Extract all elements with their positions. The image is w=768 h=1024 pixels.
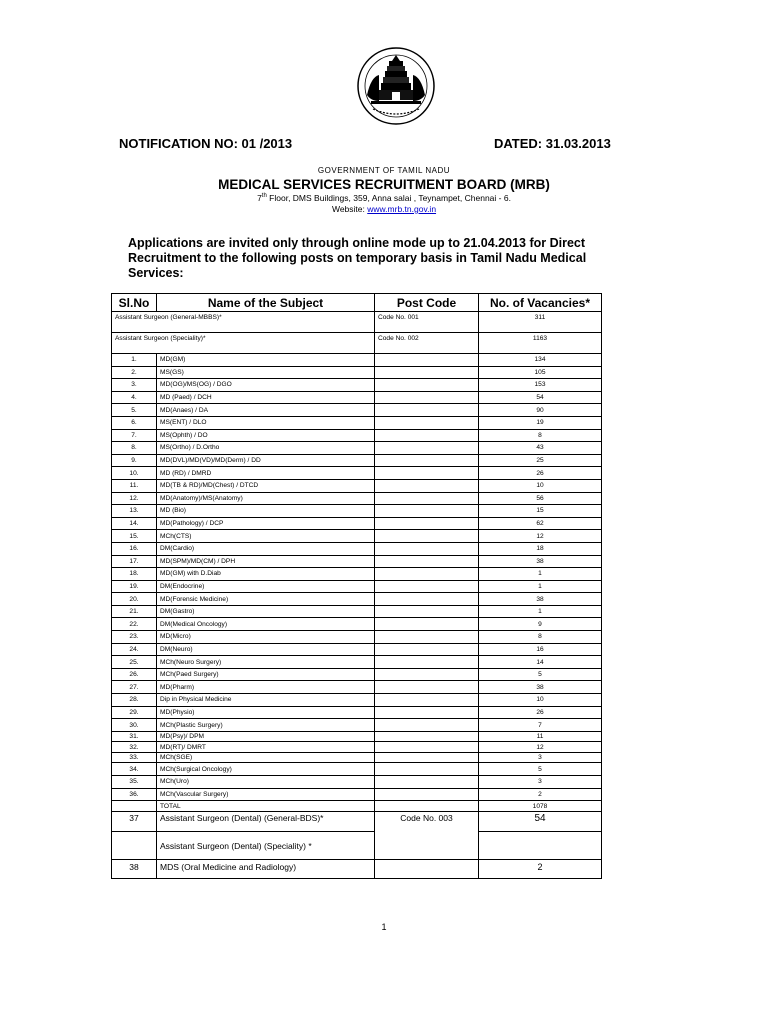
row-vacancies: 134 bbox=[479, 354, 602, 367]
row-vacancies: 54 bbox=[479, 391, 602, 404]
row-number: 12. bbox=[112, 492, 157, 505]
dental-general-name: Assistant Surgeon (Dental) (General-BDS)* bbox=[157, 812, 375, 832]
mds-vacancies: 2 bbox=[479, 860, 602, 879]
table-row bbox=[112, 379, 602, 392]
website-link[interactable]: www.mrb.tn.gov.in bbox=[367, 204, 437, 214]
row-subject: MCh(CTS) bbox=[157, 530, 375, 543]
row-number: 9. bbox=[112, 454, 157, 467]
row-vacancies: 11 bbox=[479, 731, 602, 742]
row-post-code bbox=[375, 416, 479, 429]
row-number: 25. bbox=[112, 656, 157, 669]
row-number: 33. bbox=[112, 752, 157, 763]
table-row bbox=[112, 643, 602, 656]
row-vacancies: 26 bbox=[479, 467, 602, 480]
row-subject: MD(Pathology) / DCP bbox=[157, 517, 375, 530]
row-post-code bbox=[375, 763, 479, 776]
speciality-rows bbox=[112, 354, 602, 801]
row-vacancies: 14 bbox=[479, 656, 602, 669]
row-post-code bbox=[375, 366, 479, 379]
row-subject: MS(Ortho) / D.Ortho bbox=[157, 442, 375, 455]
table-header-row bbox=[112, 294, 602, 312]
row-post-code bbox=[375, 631, 479, 644]
mds-no: 38 bbox=[112, 860, 157, 879]
row-vacancies: 43 bbox=[479, 442, 602, 455]
table-row-total bbox=[112, 801, 602, 812]
table-row bbox=[112, 763, 602, 776]
row-post-code bbox=[375, 568, 479, 581]
table-row bbox=[112, 775, 602, 788]
row-post-code bbox=[375, 694, 479, 707]
header-post-code: Post Code bbox=[375, 294, 479, 312]
row-subject: MCh(Uro) bbox=[157, 775, 375, 788]
row-number: 14. bbox=[112, 517, 157, 530]
row-post-code bbox=[375, 442, 479, 455]
table-row bbox=[112, 429, 602, 442]
row-number: 23. bbox=[112, 631, 157, 644]
row-number: 6. bbox=[112, 416, 157, 429]
row-number: 8. bbox=[112, 442, 157, 455]
row-vacancies: 25 bbox=[479, 454, 602, 467]
row-post-code bbox=[375, 379, 479, 392]
row-number: 18. bbox=[112, 568, 157, 581]
intro-paragraph: Applications are invited only through online mode up to 21.04.2013 for Direct Recruitment to the following posts on temporary basis in Tamil Nadu Medical Services: bbox=[128, 236, 587, 280]
row-number: 26. bbox=[112, 668, 157, 681]
row-subject: MD (Paed) / DCH bbox=[157, 391, 375, 404]
row-number: 15. bbox=[112, 530, 157, 543]
table-row-speciality bbox=[112, 333, 602, 354]
table-row bbox=[112, 681, 602, 694]
row-vacancies: 38 bbox=[479, 593, 602, 606]
row-number: 17. bbox=[112, 555, 157, 568]
row-number: 16. bbox=[112, 542, 157, 555]
row-subject: MD (RD) / DMRD bbox=[157, 467, 375, 480]
row-subject: MS(ENT) / DLO bbox=[157, 416, 375, 429]
table-row bbox=[112, 391, 602, 404]
row-number: 2. bbox=[112, 366, 157, 379]
header-vacancies: No. of Vacancies* bbox=[479, 294, 602, 312]
table-row bbox=[112, 618, 602, 631]
row-subject: MD(RT)/ DMRT bbox=[157, 742, 375, 753]
row-number: 24. bbox=[112, 643, 157, 656]
table-row-dental-general bbox=[112, 812, 602, 832]
table-row bbox=[112, 631, 602, 644]
row-number: 22. bbox=[112, 618, 157, 631]
row-vacancies: 153 bbox=[479, 379, 602, 392]
row-subject: MS(GS) bbox=[157, 366, 375, 379]
dental-code: Code No. 003 bbox=[375, 812, 479, 860]
row-vacancies: 19 bbox=[479, 416, 602, 429]
row-post-code bbox=[375, 788, 479, 801]
row-subject: MD (Bio) bbox=[157, 505, 375, 518]
row-post-code bbox=[375, 605, 479, 618]
row-post-code bbox=[375, 752, 479, 763]
board-address: 7th Floor, DMS Buildings, 359, Anna salai , Teynampet, Chennai - 6. bbox=[257, 193, 511, 203]
table-row bbox=[112, 555, 602, 568]
table-row bbox=[112, 568, 602, 581]
table-row bbox=[112, 404, 602, 417]
row-vacancies: 3 bbox=[479, 775, 602, 788]
row-vacancies: 10 bbox=[479, 479, 602, 492]
notification-number: NOTIFICATION NO: 01 /2013 bbox=[119, 136, 293, 151]
row-subject: MD(SPM)/MD(CM) / DPH bbox=[157, 555, 375, 568]
row-post-code bbox=[375, 542, 479, 555]
row-post-code bbox=[375, 731, 479, 742]
row-number: 27. bbox=[112, 681, 157, 694]
notification-date: DATED: 31.03.2013 bbox=[494, 136, 611, 151]
row-number: 19. bbox=[112, 580, 157, 593]
row-subject: MD(OG)/MS(OG) / DGO bbox=[157, 379, 375, 392]
table-row bbox=[112, 605, 602, 618]
table-row bbox=[112, 479, 602, 492]
row-vacancies: 1 bbox=[479, 580, 602, 593]
row-subject: DM(Medical Oncology) bbox=[157, 618, 375, 631]
row-vacancies: 105 bbox=[479, 366, 602, 379]
row-post-code bbox=[375, 719, 479, 732]
table-row bbox=[112, 467, 602, 480]
row-vacancies: 38 bbox=[479, 681, 602, 694]
table-row bbox=[112, 354, 602, 367]
row-vacancies: 15 bbox=[479, 505, 602, 518]
row-vacancies: 12 bbox=[479, 530, 602, 543]
row-post-code bbox=[375, 404, 479, 417]
row-vacancies: 1 bbox=[479, 568, 602, 581]
table-row bbox=[112, 580, 602, 593]
row-vacancies: 7 bbox=[479, 719, 602, 732]
row-number: 1. bbox=[112, 354, 157, 367]
row-subject: MD(Micro) bbox=[157, 631, 375, 644]
table-row bbox=[112, 366, 602, 379]
dental-general-vacancies: 54 bbox=[479, 812, 602, 832]
row-post-code bbox=[375, 775, 479, 788]
mds-name: MDS (Oral Medicine and Radiology) bbox=[157, 860, 375, 879]
row-vacancies: 5 bbox=[479, 668, 602, 681]
row-number: 30. bbox=[112, 719, 157, 732]
table-row bbox=[112, 416, 602, 429]
table-row bbox=[112, 731, 602, 742]
table-row bbox=[112, 694, 602, 707]
row-number: 21. bbox=[112, 605, 157, 618]
table-row bbox=[112, 668, 602, 681]
row-subject: MD(Physio) bbox=[157, 706, 375, 719]
row-number: 3. bbox=[112, 379, 157, 392]
row-vacancies: 26 bbox=[479, 706, 602, 719]
dental-speciality-name: Assistant Surgeon (Dental) (Speciality) * bbox=[157, 832, 375, 860]
row-post-code bbox=[375, 454, 479, 467]
row-subject: MD(Anatomy)/MS(Anatomy) bbox=[157, 492, 375, 505]
row-subject: DM(Endocrine) bbox=[157, 580, 375, 593]
row-subject: DM(Gastro) bbox=[157, 605, 375, 618]
table-row-general bbox=[112, 312, 602, 333]
row-post-code bbox=[375, 467, 479, 480]
row-subject: MD(Pharm) bbox=[157, 681, 375, 694]
row-subject: MCh(Surgical Oncology) bbox=[157, 763, 375, 776]
table-row bbox=[112, 492, 602, 505]
row-vacancies: 18 bbox=[479, 542, 602, 555]
row-post-code bbox=[375, 492, 479, 505]
row-subject: DM(Neuro) bbox=[157, 643, 375, 656]
row-number: 32. bbox=[112, 742, 157, 753]
row-subject: MD(GM) bbox=[157, 354, 375, 367]
board-title: MEDICAL SERVICES RECRUITMENT BOARD (MRB) bbox=[218, 177, 550, 192]
row-subject: MD(TB & RD)/MD(Chest) / DTCD bbox=[157, 479, 375, 492]
table-row bbox=[112, 752, 602, 763]
total-label: TOTAL bbox=[157, 801, 375, 812]
row-post-code bbox=[375, 706, 479, 719]
row-number: 29. bbox=[112, 706, 157, 719]
row-vacancies: 1 bbox=[479, 605, 602, 618]
row-vacancies: 9 bbox=[479, 618, 602, 631]
speciality-name: Assistant Surgeon (Speciality)* bbox=[112, 333, 375, 354]
row-vacancies: 16 bbox=[479, 643, 602, 656]
row-vacancies: 10 bbox=[479, 694, 602, 707]
row-number: 35. bbox=[112, 775, 157, 788]
row-post-code bbox=[375, 618, 479, 631]
table-row bbox=[112, 454, 602, 467]
table-row-mds bbox=[112, 860, 602, 879]
row-post-code bbox=[375, 530, 479, 543]
row-post-code bbox=[375, 479, 479, 492]
row-subject: MD(GM) with D.Diab bbox=[157, 568, 375, 581]
row-number: 4. bbox=[112, 391, 157, 404]
row-subject: DM(Cardio) bbox=[157, 542, 375, 555]
general-vacancies: 311 bbox=[479, 312, 602, 333]
row-number: 36. bbox=[112, 788, 157, 801]
row-subject: MCh(Paed Surgery) bbox=[157, 668, 375, 681]
dental-general-no: 37 bbox=[112, 812, 157, 832]
row-post-code bbox=[375, 391, 479, 404]
general-name: Assistant Surgeon (General-MBBS)* bbox=[112, 312, 375, 333]
row-subject: MD(Psy)/ DPM bbox=[157, 731, 375, 742]
row-number: 7. bbox=[112, 429, 157, 442]
row-vacancies: 90 bbox=[479, 404, 602, 417]
row-post-code bbox=[375, 742, 479, 753]
row-post-code bbox=[375, 354, 479, 367]
row-post-code bbox=[375, 555, 479, 568]
row-subject: MD(Forensic Medicine) bbox=[157, 593, 375, 606]
row-number: 5. bbox=[112, 404, 157, 417]
table-row bbox=[112, 530, 602, 543]
row-number: 31. bbox=[112, 731, 157, 742]
row-subject: MCh(SGE) bbox=[157, 752, 375, 763]
row-vacancies: 56 bbox=[479, 492, 602, 505]
row-subject: MCh(Vascular Surgery) bbox=[157, 788, 375, 801]
row-post-code bbox=[375, 593, 479, 606]
vacancy-table bbox=[111, 293, 602, 879]
row-vacancies: 12 bbox=[479, 742, 602, 753]
row-subject: MD(Anaes) / DA bbox=[157, 404, 375, 417]
speciality-code: Code No. 002 bbox=[375, 333, 479, 354]
page-number: 1 bbox=[381, 922, 387, 932]
row-post-code bbox=[375, 429, 479, 442]
row-vacancies: 8 bbox=[479, 631, 602, 644]
row-post-code bbox=[375, 643, 479, 656]
row-vacancies: 38 bbox=[479, 555, 602, 568]
table-row bbox=[112, 656, 602, 669]
table-row bbox=[112, 788, 602, 801]
row-subject: Dip in Physical Medicine bbox=[157, 694, 375, 707]
government-name: GOVERNMENT OF TAMIL NADU bbox=[317, 166, 451, 175]
row-vacancies: 8 bbox=[479, 429, 602, 442]
tamil-nadu-emblem-icon bbox=[355, 45, 437, 127]
table-row bbox=[112, 742, 602, 753]
table-row bbox=[112, 706, 602, 719]
row-number: 13. bbox=[112, 505, 157, 518]
row-subject: MS(Ophth) / DO bbox=[157, 429, 375, 442]
row-vacancies: 5 bbox=[479, 763, 602, 776]
table-row bbox=[112, 593, 602, 606]
speciality-vacancies: 1163 bbox=[479, 333, 602, 354]
row-subject: MCh(Plastic Surgery) bbox=[157, 719, 375, 732]
row-post-code bbox=[375, 668, 479, 681]
row-number: 20. bbox=[112, 593, 157, 606]
row-subject: MD(DVL)/MD(VD)/MD(Derm) / DD bbox=[157, 454, 375, 467]
table-row bbox=[112, 517, 602, 530]
header-subject: Name of the Subject bbox=[157, 294, 375, 312]
row-post-code bbox=[375, 517, 479, 530]
row-post-code bbox=[375, 580, 479, 593]
table-row bbox=[112, 505, 602, 518]
row-vacancies: 62 bbox=[479, 517, 602, 530]
row-vacancies: 3 bbox=[479, 752, 602, 763]
table-row bbox=[112, 719, 602, 732]
row-number: 28. bbox=[112, 694, 157, 707]
row-number: 11. bbox=[112, 479, 157, 492]
table-row-dental-speciality bbox=[112, 832, 602, 860]
table-row bbox=[112, 442, 602, 455]
board-website: Website: www.mrb.tn.gov.in bbox=[331, 204, 437, 214]
row-subject: MCh(Neuro Surgery) bbox=[157, 656, 375, 669]
row-number: 34. bbox=[112, 763, 157, 776]
row-vacancies: 2 bbox=[479, 788, 602, 801]
table-row bbox=[112, 542, 602, 555]
total-value: 1078 bbox=[479, 801, 602, 812]
header-slno: Sl.No bbox=[112, 294, 157, 312]
general-code: Code No. 001 bbox=[375, 312, 479, 333]
row-number: 10. bbox=[112, 467, 157, 480]
row-post-code bbox=[375, 505, 479, 518]
row-post-code bbox=[375, 681, 479, 694]
row-post-code bbox=[375, 656, 479, 669]
